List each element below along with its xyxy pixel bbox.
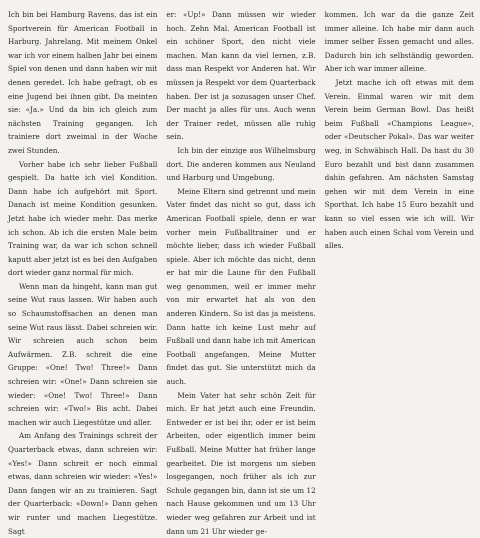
paragraph: Ich bin der einzige aus Wilhelmsburg dort. Die anderen kommen aus Neuland und Harburg und Umgebung.: [166, 145, 316, 183]
paragraph: Ich bin bei Hamburg Ravens, das ist ein Sportverein für American Football in Harburg. Jahrelang. Mit meinem Onkel war ich vor einem halben Jahr bei einem Spiel von denen und dann haben wir mit denen geredet. Ich habe gefragt, ob es eine Jugend bei ihnen gibt. Da meinten sie: «Ja.» Und da bin ich gleich zum nächsten Training gegangen. Ich trainiere dort zweimal in der Woche zwei Stunden.: [8, 10, 158, 155]
paragraph: Am Anfang des Trainings schreit der Quarterback etwas, dann schreien wir: «Yes!» Dann schreit er noch einmal etwas, dann schreien wir wieder: «Yes!» Dann fangen wir an zu trainieren. Sagt der Quarterback: «Down!» Dann gehen wir runter und machen Liegestütze. Sagt: [8, 431, 158, 536]
paragraph: Mein Vater hat sehr schön Zeit für mich. Er hat jetzt auch eine Freundin. Entweder er ist bei ihr, oder er ist beim Arbeiten, oder eigentlich immer beim Fußball. Meine Mutter hat früher lange gearbeitet. Die ist morgens um sieben losgegangen, noch früher als ich zur Schule gegangen bin, dann ist sie um 12 nach Hause gekommen und um 13 Uhr wieder weg gefahren zur Arbeit und ist dann um 21 Uhr wieder ge-: [166, 390, 316, 536]
text-columns: [8, 8, 474, 536]
paragraph: Jetzt mache ich oft etwas mit dem Verein. Einmal waren wir mit dem Verein beim German Bowl. Das heißt beim Fußball «Champions League», oder «Deutscher Pokal». Das war weiter weg, in Schwäbisch Hall. Da hast du 30 Euro bezahlt und bist dann zusammen dahin gefahren. Am nächsten Samstag gehen wir mit dem Verein in eine Sporthat. Ich habe 15 Euro bezahlt und kann so viel essen wie ich will. Wir haben auch einen Schal vom Verein und alles.: [324, 77, 474, 251]
paragraph: Wenn man da hingeht, kann man gut seine Wut raus lassen. Wir haben auch so Schaumstoffsachen an denen man seine Wut raus lässt. Dabei schreien wir. Wir schreien auch schon beim Aufwärmen. Z.B. schreit die eine Gruppe: «One! Two! Three!» Dann schreien wir: «One!» Dann schreien sie wieder: «One! Two! Three!» Dann schreien wir: «Two!» Bis acht. Dabei machen wir auch Liegestütze und aller.: [8, 281, 158, 427]
column-2: [166, 8, 316, 536]
column-3: [325, 8, 474, 409]
paragraph: kommen. Ich war da die ganze Zeit immer alleine. Ich habe mir dann auch immer selber Essen gemacht und alles. Dadurch bin ich selbständig geworden. Aber ich war immer alleine.: [324, 10, 474, 74]
paragraph: Vorher habe ich sehr lieber Fußball gespielt. Da hatte ich viel Kondition. Dann habe ich aufgehört mit Sport. Danach ist meine Kondition gesunken. Jetzt habe ich wieder mehr. Das merke ich schon. Ab ich die ersten Male beim Training war, da war ich schon schnell kaputt aber jetzt ist es bei den Aufgaben dort wieder ganz normal für mich.: [8, 159, 158, 278]
paragraph: er: «Up!» Dann müssen wir wieder hoch. Zehn Mal. American Football ist ein schöner Sport, den nicht viele machen. Man kann da viel lernen, z.B. dass man Respekt vor Anderen hat. Wir müssen ja Respekt vor dem Quarterback haben. Der ist ja sozusagen unser Chef. Der macht ja alles für uns. Auch wenn der Trainer redet, müssen alle ruhig sein.: [166, 10, 316, 142]
column-1: [8, 8, 158, 536]
paragraph: Meine Eltern sind getrennt und mein Vater findet das nicht so gut, dass ich American Football spiele, denn er war vorher mein Fußballtrainer und er möchte lieber, dass ich wieder Fußball spiele. Aber ich möchte das nicht, denn er hat mir die Laune für den Fußball weg genommen, weil er immer mehr von mir erwartet hat als von den anderen Kindern. So ist das ja meistens. Dann hatte ich keine Lust mehr auf Fußball und dann habe ich mit American Football angefangen. Meine Mutter findet das gut. Sie unterstützt mich da auch.: [166, 186, 316, 387]
